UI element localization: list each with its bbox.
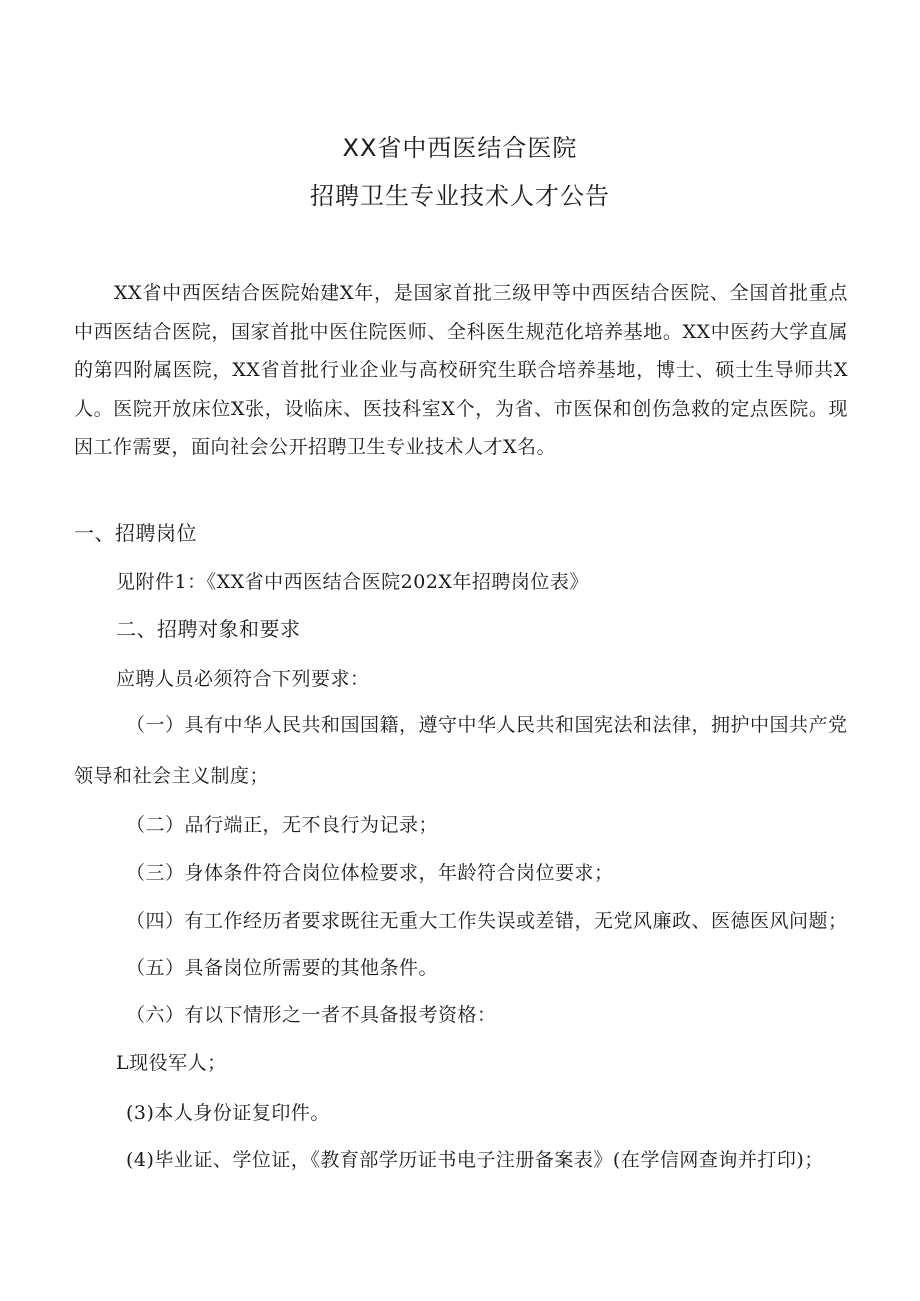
section-1-text: 见附件1：《XX省中西医结合医院202X年招聘岗位表》 [116, 571, 589, 593]
requirement-2: （二）品行端正，无不良行为记录； [126, 814, 439, 836]
section-2-intro: 应聘人员必须符合下列要求： [116, 668, 370, 690]
intro-paragraph: XX省中西医结合医院始建X年，是国家首批三级甲等中西医结合医院、全国首批重点中西医结合医院，国家首批中医住院医师、全科医生规范化培养基地。XX中医药大学直属的第四附属医院，XX省首批行业企业与高校研究生联合培养基地，博士、硕士生导师共X人。医院开放床位X张，设临床、医技科室X个，为省、市医保和创伤急救的定点医院。现因工作需要，面向社会公开招聘卫生专业技术人才X名。 [74, 282, 848, 458]
document-title-line-1: XX省中西医结合医院 [342, 134, 578, 162]
list-item-l: L现役军人； [116, 1052, 227, 1074]
section-2-heading: 二、招聘对象和要求 [116, 617, 301, 641]
document-title-line-2: 招聘卫生专业技术人才公告 [310, 182, 610, 210]
requirement-6: （六）有以下情形之一者不具备报考资格： [126, 1004, 497, 1026]
requirement-4: （四）有工作经历者要求既往无重大工作失误或差错，无党风廉政、医德医风问题； [126, 910, 848, 932]
requirement-5: （五）具备岗位所需要的其他条件。 [126, 957, 439, 979]
section-1-heading: 一、招聘岗位 [74, 521, 197, 545]
list-item-4: (4)毕业证、学位证，《教育部学历证书电子注册备案表》(在学信网查询并打印)； [126, 1149, 824, 1171]
requirement-3: （三）身体条件符合岗位体检要求，年龄符合岗位要求； [126, 862, 614, 884]
list-item-3: (3)本人身份证复印件。 [126, 1102, 330, 1124]
requirement-1: （一）具有中华人民共和国国籍，遵守中华人民共和国宪法和法律，拥护中国共产党领导和社会主义制度； [74, 714, 848, 787]
